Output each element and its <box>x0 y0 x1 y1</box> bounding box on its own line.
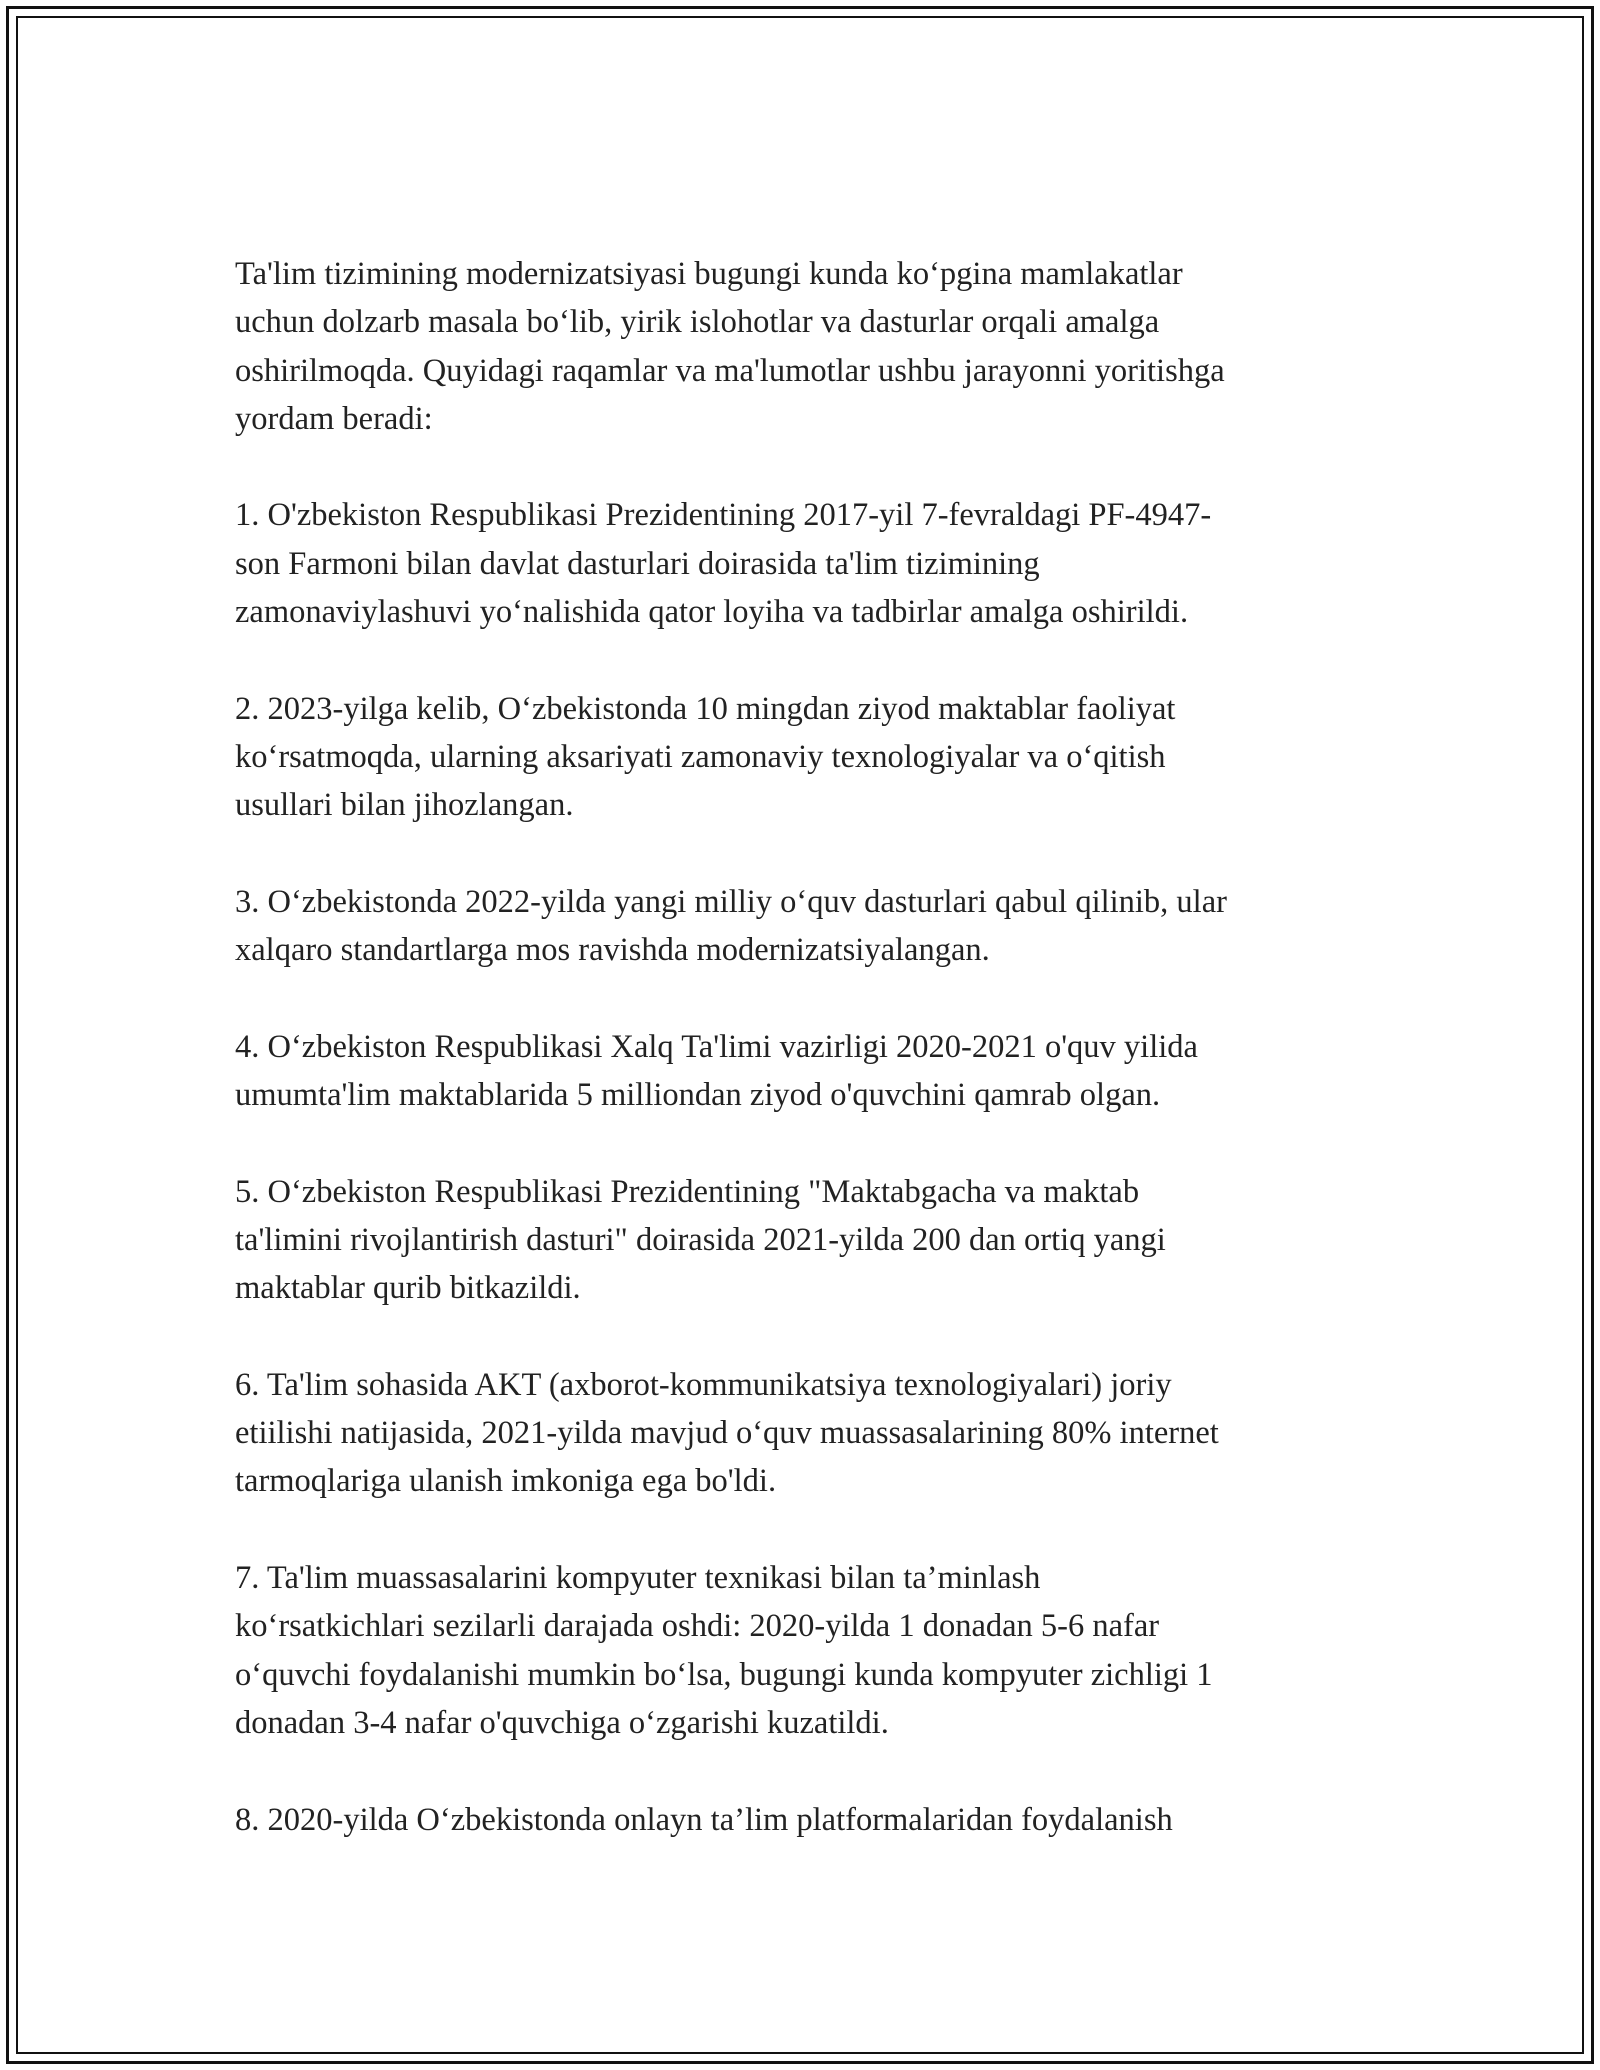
list-item-6: 6. Ta'lim sohasida AKT (axborot-kommunikatsiya texnologiyalari) joriy etiilishi natijasida, 2021-yilda mavjud o‘quv muassasalarining 80% internet tarmoqlariga ulanish imkoniga ega bo'ldi. <box>235 1366 1219 1500</box>
list-item-3: 3. O‘zbekistonda 2022-yilda yangi milliy o‘quv dasturlari qabul qilinib, ular xalqaro standartlarga mos ravishda modernizatsiyalangan. <box>235 883 1227 969</box>
intro-paragraph: Ta'lim tizimining modernizatsiyasi bugungi kunda ko‘pgina mamlakatlar uchun dolzarb masala bo‘lib, yirik islohotlar va dasturlar orqali amalga oshirilmoqda. Quyidagi raqamlar va ma'lumotlar ushbu jarayonni yoritishga yordam beradi: <box>235 256 1225 437</box>
list-item-5: 5. O‘zbekiston Respublikasi Prezidentining "Maktabgacha va maktab ta'limini rivojlantirish dasturi" doirasida 2021-yilda 200 dan ortiq yangi maktablar qurib bitkazildi. <box>235 1173 1166 1307</box>
list-item-2: 2. 2023-yilga kelib, O‘zbekistonda 10 mingdan ziyod maktablar faoliyat ko‘rsatmoqda, ularning aksariyati zamonaviy texnologiyalar va o‘qitish usullari bilan jihozlangan. <box>235 690 1176 824</box>
list-item-1: 1. O'zbekiston Respublikasi Prezidentining 2017-yil 7-fevraldagi PF-4947- son Farmoni bilan davlat dasturlari doirasida ta'lim tizimining zamonaviylashuvi yo‘nalishida qator loyiha va tadbirlar amalga oshirildi. <box>235 497 1212 631</box>
list-item-7: 7. Ta'lim muassasalarini kompyuter texnikasi bilan ta’minlash ko‘rsatkichlari sezilarli darajada oshdi: 2020-yilda 1 donadan 5-6 nafar o‘quvchi foydalanishi mumkin bo‘lsa, bugungi kunda kompyuter zichligi 1 donadan 3-4 nafar o'quvchiga o‘zgarishi kuzatildi. <box>235 1560 1213 1741</box>
list-item-4: 4. O‘zbekiston Respublikasi Xalq Ta'limi vazirligi 2020-2021 o'quv yilida umumta'lim maktablarida 5 milliondan ziyod o'quvchini qamrab olgan. <box>235 1028 1198 1114</box>
list-item-8: 8. 2020-yilda O‘zbekistonda onlayn ta’lim platformalaridan foydalanish <box>235 1801 1173 1838</box>
document-body <box>235 250 1375 1844</box>
